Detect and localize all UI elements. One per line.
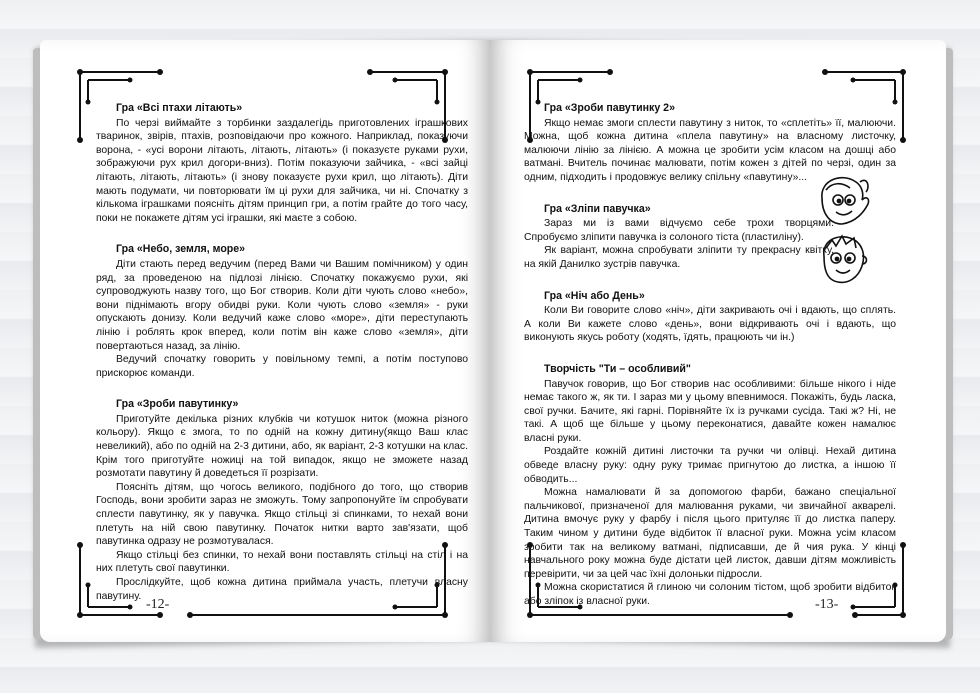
section-title: Гра «Зроби павутинку» — [116, 398, 239, 411]
paragraph: Коли Ви говорите слово «ніч», діти закривають очі і вдають, що сплять. А коли Ви кажете слово «день», вони відкривають очі і вдають, що виконують якусь роботу (ходять, їдять, працюють чи ін.) — [524, 305, 896, 344]
paragraph: Можна скористатися й глиною чи солоним тістом, щоб зробити відбиток або зліпок із власної руки. — [524, 582, 896, 607]
paragraph: Поясніть дітям, що чогось великого, подібного до того, що створив Господь, вони зробити зараз не зможуть. Тому запропонуйте їм спробувати сплести павутинку, як у павучка. Якщо стільці зі спинками, то нехай вони плетуть на ній свою павутинку. Початок нитки варто зав'язати, щоб павутинка одразу не розмотувалася. — [96, 481, 468, 548]
right-page — [490, 40, 946, 642]
section-title: Гра «Ніч або День» — [544, 289, 645, 302]
page-number: -13- — [815, 597, 839, 612]
paragraph: Прослідкуйте, щоб кожна дитина приймала участь, плетучи власну павутину. — [96, 577, 468, 602]
paragraph: По черзі виймайте з торбинки заздалегідь приготовлених іграшкових тваринок, звірів, птахів, розповідаючи про кожного. Наприклад, показуючи ворона, - «усі ворони літають, літають, літають» (і показуєте руками рухи, зображуючи рух крил догори-вниз). Потім показуючи зайчика, - «всі зайці літають, літають, літають» (і знову показуєте рухи крил, що літають). Діти мають подумати, чи повторювати їм ці рухи для зайчика, чи ні. Спочатку з кількома іграшками поясніть дітям принцип гри, а потім грайте до того часу, поки не покажете дітям усі іграшки, які маєте з собою. — [96, 117, 468, 224]
section-title: Гра «Зроби павутинку 2» — [544, 102, 675, 114]
page-number: -12- — [146, 597, 170, 612]
paragraph: Павучок говорив, що Бог створив нас особливими: більше нікого і ніде немає такого ж, як ти. І зараз ми у цьому впевнимося. Покажіть, будь ласка, свої ручки. Бачите, які гарні. Порівняйте їх із ручками сусіда. Такі ж? Ні, не такі. А щоб ще більше у цьому переконатися, давайте кожен намалює власні руки. — [524, 378, 896, 444]
page-edge-right — [945, 48, 953, 640]
paragraph: Діти стають перед ведучим (перед Вами чи Вашим помічником) у один ряд, за проведеною на підлозі лінією. Спочатку покажуємо рухи, які супроводжують назву того, що Бог створив. Коли діти чують слово «небо», вони піднімають вгору обидві руки. Коли чують слово «земля» - руки опускають донизу. Коли ведучий каже слово «море», діти переступають лінію і роблять крок вперед, коли потім він каже слово «земля», діти повертаються назад, за лінію. — [96, 258, 468, 352]
section-title: Гра «Всі птахи літають» — [116, 102, 243, 114]
paragraph: Приготуйте декілька різних клубків чи котушок ниток (можна різного кольору). Якщо є змога, то по одній на кожну дитину(якщо Ваш клас невеликий), або по одній на 2-3 дитини, або, як варіант, 2-3 котушки на клас. Крім того приготуйте ножиці на той випадок, якщо не зможете назад розмотати павутину й доведеться її розрізати. — [96, 413, 468, 480]
paragraph: Якщо немає змоги сплести павутину з ниток, то «сплетіть» її, малюючи. Можна, щоб кожна дитина «плела павутину» на власному листочку, малюючи лінію за лінією. А можна це зробити усім класом на дошці або ватмані. Вчитель починає малювати, потім кожен з дітей по черзі, один за одним, підходить і продовжує велику спільну «павутину»... — [524, 117, 896, 183]
paragraph: Зараз ми із вами відчуємо себе трохи творцями. Спробуємо зліпити павучка із солоного тіста (пластиліну). — [524, 218, 834, 243]
left-page — [40, 40, 490, 642]
paragraph: Ведучий спочатку говорить у повільному темпі, а потім поступово прискорює команди. — [96, 354, 468, 379]
paragraph: Можна намалювати й за допомогою фарби, бажано спеціальної пальчикової, призначеної для малювання руками, чи звичайної акварелі. Дитина вмочує руку у фарбу і після цього притуляє її до листка паперу. Таким чином у дитини буде відбиток її власної руки. Можна усім класом зробити так на великому ватмані, підписавши, де й чия рука. У кінці навчального року можна буде дістати цей листок, давши дітям можливість перевірити, чи за цей час їхні долоньки підросли. — [524, 487, 896, 580]
paragraph: Роздайте кожній дитині листочки та ручки чи олівці. Нехай дитина обведе власну руку: одну руку тримає пригнутою до листка, а іншою її обводить... — [524, 446, 896, 485]
paragraph: Як варіант, можна спробувати зліпити ту прекрасну квітку, на якій Данилко зустрів павучка. — [524, 245, 834, 270]
left-page-text — [96, 102, 468, 603]
section-title: Гра «Небо, земля, море» — [116, 243, 246, 256]
paragraph: Якщо стільці без спинки, то нехай вони поставлять стільці на стіл і на них плетуть свої павутинки. — [96, 549, 468, 575]
section-title: Творчість "Ти – особливий" — [544, 362, 691, 375]
right-page-text — [524, 102, 896, 609]
section-title: Гра «Зліпи павучка» — [544, 202, 651, 215]
